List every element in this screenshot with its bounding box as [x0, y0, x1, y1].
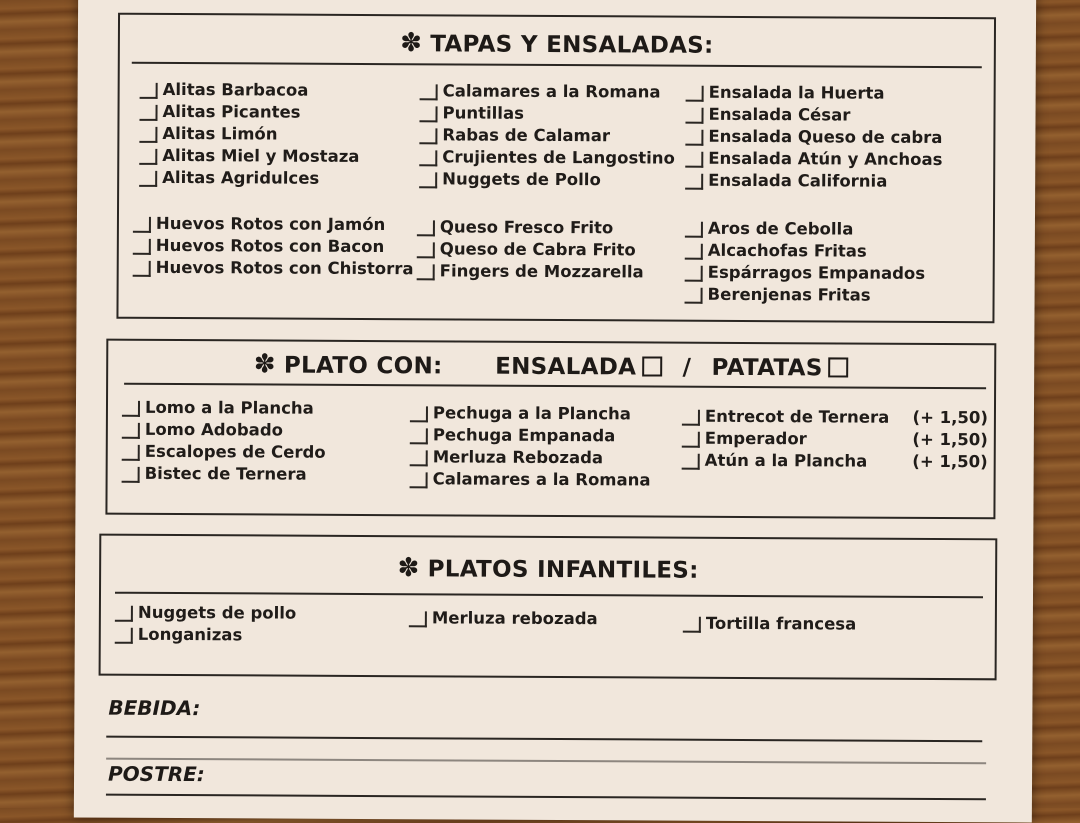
list-item[interactable]: Alitas Miel y Mostaza: [139, 143, 359, 166]
list-item[interactable]: Ensalada César: [685, 102, 942, 125]
postre-label: POSTRE:: [108, 761, 205, 787]
infantiles-heading: [101, 552, 995, 587]
checkbox-line[interactable]: [685, 174, 703, 190]
list-item[interactable]: Pechuga Empanada: [410, 422, 651, 445]
tapas-section: [116, 13, 996, 324]
checkbox-line[interactable]: [417, 220, 435, 236]
puzzle-star-icon: ✽: [397, 553, 420, 584]
checkbox-line[interactable]: [685, 108, 703, 124]
checkbox-line[interactable]: [417, 264, 435, 280]
checkbox-line[interactable]: [682, 410, 700, 426]
list-item[interactable]: Bistec de Ternera: [122, 461, 326, 484]
list-item[interactable]: Tortilla francesa: [683, 611, 857, 634]
list-item[interactable]: Aros de Cebolla: [685, 216, 926, 239]
checkbox-line[interactable]: [133, 239, 151, 255]
tapas-col-ensaladas: [685, 80, 943, 191]
list-item[interactable]: Alitas Limón: [139, 121, 359, 144]
list-item[interactable]: Fingers de Mozzarella: [417, 258, 644, 281]
option-separator: /: [682, 354, 692, 381]
bebida-label: BEBIDA:: [108, 695, 201, 721]
checkbox-line[interactable]: [682, 432, 700, 448]
checkbox-line[interactable]: [683, 617, 701, 633]
bebida-write-line-2: [106, 758, 986, 765]
tapas-col-alitas: [139, 77, 360, 188]
checkbox-line[interactable]: [139, 127, 157, 143]
checkbox-line[interactable]: [115, 606, 133, 622]
list-item[interactable]: Alcachofas Fritas: [685, 238, 926, 261]
patatas-checkbox[interactable]: [829, 357, 849, 377]
list-item[interactable]: Calamares a la Romana: [420, 78, 676, 101]
plato-col-pollo-pescado: [410, 400, 651, 489]
checkbox-line[interactable]: [410, 472, 428, 488]
list-item[interactable]: Pechuga a la Plancha: [410, 400, 651, 423]
list-item[interactable]: Ensalada California: [685, 168, 942, 191]
plato-col-cerdo: [122, 395, 326, 484]
checkbox-line[interactable]: [419, 150, 437, 166]
checkbox-line[interactable]: [410, 406, 428, 422]
list-item[interactable]: Merluza rebozada: [409, 605, 598, 628]
checkbox-line[interactable]: [115, 628, 133, 644]
price-supplement: (+ 1,50): [912, 451, 988, 472]
tapas-col-verduras: [685, 216, 926, 305]
option-ensalada-label: ENSALADA: [495, 353, 637, 381]
list-item[interactable]: Calamares a la Romana: [410, 466, 651, 489]
list-item[interactable]: Longanizas: [115, 622, 296, 645]
list-item[interactable]: Ensalada la Huerta: [686, 80, 943, 103]
infantiles-col-3: [683, 611, 857, 634]
order-sheet: [74, 0, 1036, 823]
list-item[interactable]: Berenjenas Fritas: [685, 282, 926, 305]
list-item[interactable]: Puntillas: [419, 100, 675, 123]
puzzle-star-icon: ✽: [253, 349, 276, 380]
list-item[interactable]: Huevos Rotos con Chistorra: [133, 255, 414, 278]
list-item[interactable]: Atún a la Plancha (+ 1,50): [682, 448, 988, 472]
checkbox-line[interactable]: [122, 467, 140, 483]
list-item[interactable]: Lomo Adobado: [122, 417, 326, 440]
checkbox-line[interactable]: [122, 401, 140, 417]
plato-heading: [108, 349, 994, 384]
plato-title: PLATO CON:: [283, 352, 443, 380]
list-item[interactable]: Queso Fresco Frito: [417, 214, 644, 237]
checkbox-line[interactable]: [686, 86, 704, 102]
checkbox-line[interactable]: [682, 454, 700, 470]
checkbox-line[interactable]: [685, 288, 703, 304]
list-item[interactable]: Lomo a la Plancha: [122, 395, 326, 418]
list-item[interactable]: Entrecot de Ternera (+ 1,50): [682, 404, 988, 428]
list-item[interactable]: Alitas Barbacoa: [140, 77, 360, 100]
checkbox-line[interactable]: [409, 611, 427, 627]
list-item[interactable]: Ensalada Atún y Anchoas: [685, 146, 942, 169]
list-item[interactable]: Escalopes de Cerdo: [122, 439, 326, 462]
checkbox-line[interactable]: [685, 244, 703, 260]
checkbox-line[interactable]: [133, 261, 151, 277]
puzzle-star-icon: ✽: [400, 28, 423, 59]
checkbox-line[interactable]: [139, 171, 157, 187]
checkbox-line[interactable]: [122, 445, 140, 461]
checkbox-line[interactable]: [410, 428, 428, 444]
checkbox-line[interactable]: [685, 222, 703, 238]
list-item[interactable]: Nuggets de Pollo: [419, 166, 675, 189]
checkbox-line[interactable]: [139, 149, 157, 165]
list-item[interactable]: Huevos Rotos con Bacon: [133, 233, 414, 256]
infantiles-col-1: [115, 600, 297, 645]
list-item[interactable]: Ensalada Queso de cabra: [685, 124, 942, 147]
checkbox-line[interactable]: [419, 128, 437, 144]
tapas-title: TAPAS Y ENSALADAS:: [430, 31, 714, 59]
list-item[interactable]: Alitas Picantes: [139, 99, 359, 122]
list-item[interactable]: Emperador (+ 1,50): [682, 426, 988, 450]
bebida-write-line[interactable]: [106, 736, 982, 743]
ensalada-checkbox[interactable]: [642, 356, 662, 376]
checkbox-line[interactable]: [133, 217, 151, 233]
tapas-heading: [120, 27, 994, 62]
checkbox-line[interactable]: [685, 266, 703, 282]
tapas-col-fritos: [419, 78, 675, 189]
checkbox-line[interactable]: [419, 172, 437, 188]
checkbox-line[interactable]: [140, 83, 158, 99]
checkbox-line[interactable]: [419, 106, 437, 122]
list-item[interactable]: Crujientes de Langostino: [419, 144, 675, 167]
infantiles-heading-rule: [115, 592, 983, 599]
checkbox-line[interactable]: [685, 152, 703, 168]
checkbox-line[interactable]: [685, 130, 703, 146]
tapas-col-huevos: [133, 211, 414, 278]
price-supplement: (+ 1,50): [912, 407, 988, 428]
infantiles-col-2: [409, 605, 598, 628]
tapas-col-quesos: [417, 214, 644, 281]
option-patatas-label: PATATAS: [711, 354, 823, 382]
tapas-heading-rule: [132, 62, 982, 68]
list-item[interactable]: Espárragos Empanados: [685, 260, 926, 283]
plato-col-suplemento: [682, 404, 988, 472]
checkbox-line[interactable]: [122, 423, 140, 439]
list-item[interactable]: Merluza Rebozada: [410, 444, 651, 467]
infantiles-section: [99, 534, 998, 681]
postre-write-line[interactable]: [106, 794, 986, 801]
list-item[interactable]: Rabas de Calamar: [419, 122, 675, 145]
price-supplement: (+ 1,50): [912, 429, 988, 450]
checkbox-line[interactable]: [410, 450, 428, 466]
list-item[interactable]: Huevos Rotos con Jamón: [133, 211, 414, 234]
infantiles-title: PLATOS INFANTILES:: [427, 556, 699, 584]
plato-section: [105, 339, 996, 520]
list-item[interactable]: Alitas Agridulces: [139, 165, 359, 188]
checkbox-line[interactable]: [139, 105, 157, 121]
list-item[interactable]: Queso de Cabra Frito: [417, 236, 644, 259]
checkbox-line[interactable]: [420, 84, 438, 100]
checkbox-line[interactable]: [417, 242, 435, 258]
plato-heading-rule: [124, 383, 986, 390]
list-item[interactable]: Nuggets de pollo: [115, 600, 296, 623]
